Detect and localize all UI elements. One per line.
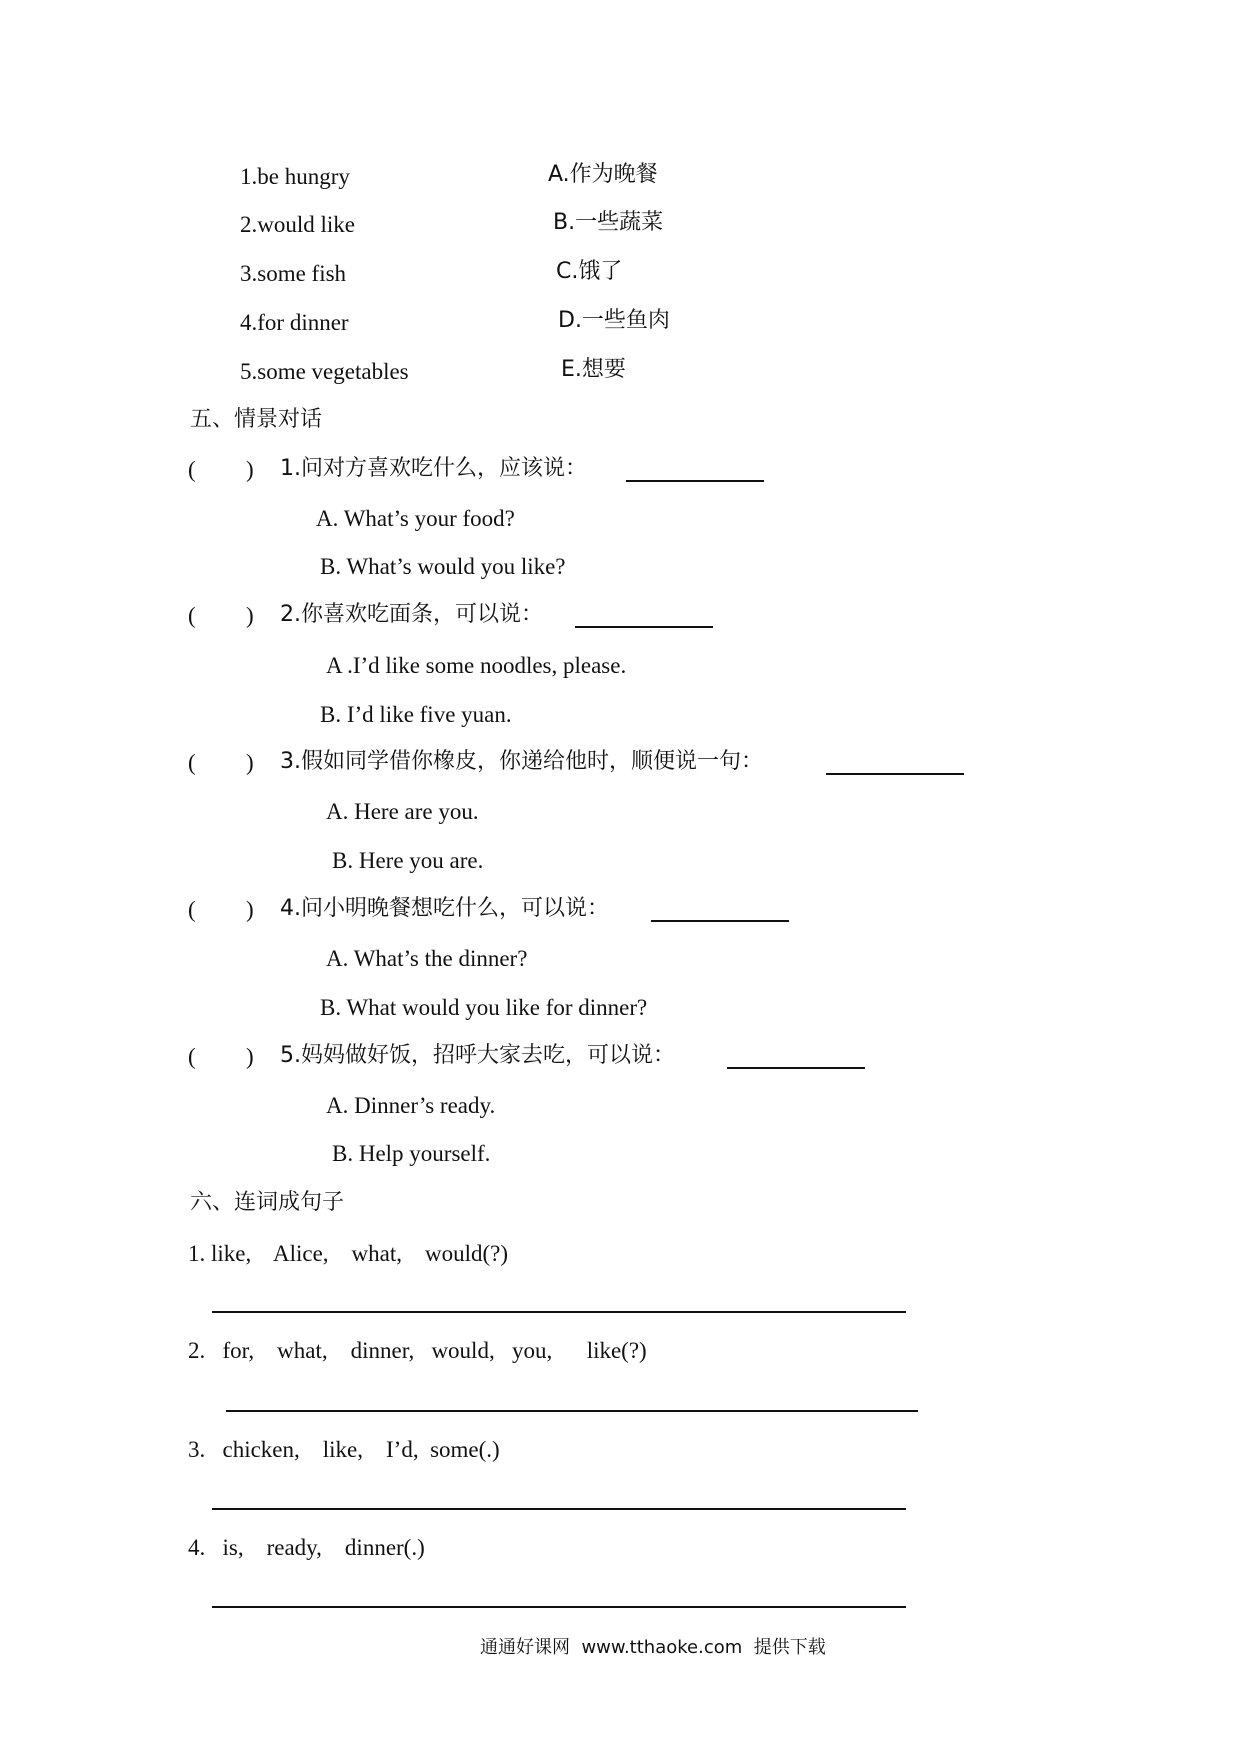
answer-paren-open-3: ( bbox=[188, 750, 196, 775]
answer-paren-close-4: ) bbox=[246, 897, 254, 922]
sentence-item-2: 2. for, what, dinner, would, you, like(?) bbox=[188, 1338, 647, 1363]
question-1-prompt: 1.问对方喜欢吃什么，应该说： bbox=[280, 456, 587, 481]
match-left-4: 4.for dinner bbox=[240, 310, 349, 335]
match-right-e: E.想要 bbox=[561, 357, 626, 382]
question-2-option-b: B. I’d like five yuan. bbox=[320, 702, 512, 727]
question-1-option-a: A. What’s your food? bbox=[316, 506, 515, 531]
answer-blank-4[interactable] bbox=[651, 920, 789, 922]
answer-paren-open-4: ( bbox=[188, 897, 196, 922]
question-4-option-b: B. What would you like for dinner? bbox=[320, 995, 648, 1020]
question-5-option-a: A. Dinner’s ready. bbox=[326, 1093, 496, 1118]
answer-blank-1[interactable] bbox=[626, 480, 764, 482]
match-right-b: B.一些蔬菜 bbox=[553, 210, 664, 235]
section5-title: 五、情景对话 bbox=[190, 407, 323, 432]
answer-blank-5[interactable] bbox=[727, 1067, 865, 1069]
match-right-a: A.作为晚餐 bbox=[548, 162, 658, 187]
match-right-d: D.一些鱼肉 bbox=[558, 308, 670, 333]
match-left-3: 3.some fish bbox=[240, 261, 347, 286]
answer-paren-open-5: ( bbox=[188, 1044, 196, 1069]
answer-paren-close-1: ) bbox=[246, 457, 254, 482]
question-1-option-b: B. What’s would you like? bbox=[320, 554, 566, 579]
writing-line-1[interactable] bbox=[212, 1311, 906, 1313]
sentence-item-4: 4. is, ready, dinner(.) bbox=[188, 1535, 425, 1560]
section6-title: 六、连词成句子 bbox=[190, 1190, 345, 1215]
writing-line-4[interactable] bbox=[212, 1606, 906, 1608]
question-3-option-b: B. Here you are. bbox=[332, 848, 484, 873]
question-4-option-a: A. What’s the dinner? bbox=[326, 946, 528, 971]
answer-paren-close-2: ) bbox=[246, 603, 254, 628]
question-5-option-b: B. Help yourself. bbox=[332, 1141, 491, 1166]
question-4-prompt: 4.问小明晚餐想吃什么，可以说： bbox=[280, 896, 609, 921]
sentence-item-3: 3. chicken, like, I’d, some(.) bbox=[188, 1437, 500, 1462]
question-2-prompt: 2.你喜欢吃面条，可以说： bbox=[280, 602, 543, 627]
match-right-c: C.饿了 bbox=[556, 259, 623, 284]
match-left-1: 1.be hungry bbox=[240, 164, 350, 189]
answer-paren-close-3: ) bbox=[246, 750, 254, 775]
answer-paren-open-2: ( bbox=[188, 603, 196, 628]
answer-blank-2[interactable] bbox=[575, 626, 713, 628]
answer-paren-close-5: ) bbox=[246, 1044, 254, 1069]
question-3-option-a: A. Here are you. bbox=[326, 799, 479, 824]
match-left-2: 2.would like bbox=[240, 212, 355, 237]
sentence-item-1: 1. like, Alice, what, would(?) bbox=[188, 1241, 509, 1266]
question-3-prompt: 3.假如同学借你橡皮，你递给他时，顺便说一句： bbox=[280, 749, 763, 774]
answer-paren-open-1: ( bbox=[188, 457, 196, 482]
footer-credit: 通通好课网 www.tthaoke.com 提供下载 bbox=[480, 1637, 826, 1658]
answer-blank-3[interactable] bbox=[826, 773, 964, 775]
question-5-prompt: 5.妈妈做好饭，招呼大家去吃，可以说： bbox=[280, 1043, 675, 1068]
writing-line-3[interactable] bbox=[212, 1508, 906, 1510]
writing-line-2[interactable] bbox=[226, 1410, 918, 1412]
question-2-option-a: A .I’d like some noodles, please. bbox=[326, 653, 627, 678]
match-left-5: 5.some vegetables bbox=[240, 359, 409, 384]
